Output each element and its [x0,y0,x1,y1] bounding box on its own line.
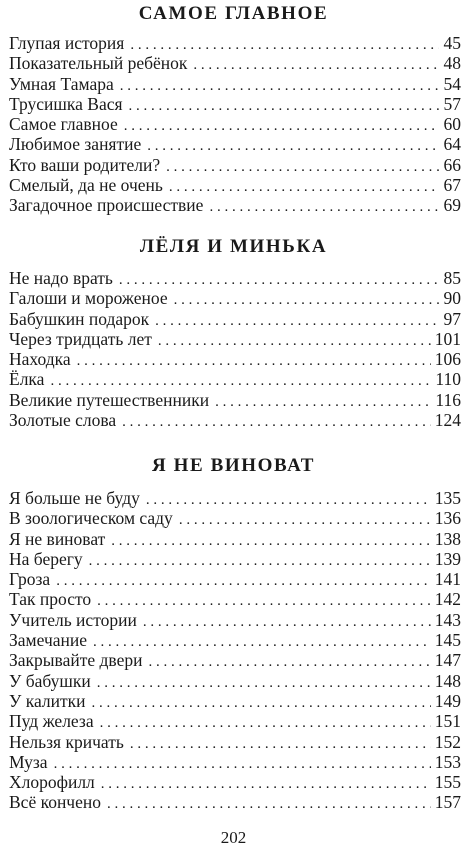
dot-leader [56,571,431,591]
toc-entry-title: Галоши и мороженое [9,288,168,309]
toc-entry-page: 149 [434,690,461,711]
toc-entry [9,752,461,772]
dot-leader [92,693,431,713]
toc-entry-page: 148 [434,670,461,691]
toc-entry [9,53,461,73]
toc-entry [9,732,461,752]
toc-entry-title: Великие путешественники [9,389,210,410]
toc-entry-title: Не надо врать [9,268,113,288]
toc-entry-title: Бабушкин подарок [9,308,150,329]
toc-entry-page: 54 [443,73,461,94]
toc-entry-title: Я не виноват [9,528,106,549]
dot-leader [100,713,431,733]
dot-leader [155,311,439,331]
toc-entry-title: Загадочное происшествие [9,195,204,216]
toc-entry-page: 136 [434,508,461,529]
toc-entry-title: Смелый, да не очень [9,175,163,196]
toc-entry-title: Я больше не буду [9,488,140,508]
dot-leader [169,177,439,197]
toc-entry-title: Ёлка [9,369,45,390]
toc-entry [9,74,461,94]
toc-entry-page: 106 [434,349,461,370]
toc-entry [9,488,461,508]
toc-entry-page: 48 [443,53,461,74]
toc-entry-page: 66 [443,154,461,175]
toc-entry-page: 145 [434,630,461,651]
toc-entry-page: 45 [443,33,461,53]
dot-leader [143,612,431,632]
dot-leader [179,510,431,530]
toc-entry [9,610,461,630]
toc-entry [9,33,461,53]
toc-entry [9,268,461,288]
toc-entry-title: Нельзя кричать [9,731,124,752]
dot-leader [77,351,431,371]
toc-entry [9,175,461,195]
toc-entry [9,369,461,389]
toc-entry [9,549,461,569]
dot-leader [215,392,431,412]
dot-leader [148,652,430,672]
dot-leader [111,531,430,551]
toc-entry-title: Закрывайте двери [9,650,143,671]
toc-entry-title: На берегу [9,548,83,569]
dot-leader [158,331,431,351]
dot-leader [124,116,439,136]
toc-entry-page: 60 [443,114,461,135]
toc-entry-page: 110 [435,369,461,390]
toc-entry-page: 147 [434,650,461,671]
toc-entry [9,691,461,711]
toc-list-samoe-glavnoe [9,33,461,216]
toc-entry-page: 157 [434,792,461,813]
toc-entry [9,671,461,691]
dot-leader [107,794,431,814]
toc-entry-page: 151 [434,711,461,732]
toc-entry-page: 90 [443,288,461,309]
toc-entry [9,508,461,528]
dot-leader [193,55,439,75]
toc-entry-page: 101 [434,328,461,349]
toc-entry-page: 97 [443,308,461,329]
toc-entry-title: Самое главное [9,114,118,135]
toc-entry [9,390,461,410]
dot-leader [174,290,439,310]
dot-leader [50,371,431,391]
dot-leader [146,490,431,510]
toc-entry [9,94,461,114]
toc-entry-page: 69 [443,195,461,216]
toc-entry-title: Любимое занятие [9,134,142,155]
toc-entry [9,650,461,670]
toc-entry [9,195,461,215]
toc-entry-title: Трусишка Вася [9,93,123,114]
toc-list-ya-ne-vinovat [9,488,461,813]
toc-entry-title: Всё кончено [9,792,101,813]
toc-entry-page: 139 [434,548,461,569]
toc-entry [9,410,461,430]
toc-entry [9,309,461,329]
toc-entry [9,155,461,175]
toc-entry [9,589,461,609]
dot-leader [54,754,431,774]
toc-entry [9,288,461,308]
toc-list-lelya-i-minka [9,268,461,430]
toc-entry-title: Через тридцать лет [9,328,152,349]
dot-leader [119,270,439,290]
dot-leader [122,412,431,432]
section-title-ya-ne-vinovat: Я НЕ ВИНОВАТ [151,455,316,476]
toc-entry-title: У бабушки [9,670,91,691]
dot-leader [209,197,439,217]
toc-entry [9,529,461,549]
dot-leader [129,96,439,116]
dot-leader [97,673,431,693]
toc-entry-title: Замечание [9,630,88,651]
section-title-samoe-glavnoe: САМОЕ ГЛАВНОЕ [138,3,329,24]
toc-entry [9,772,461,792]
toc-entry-title: У калитки [9,690,86,711]
toc-entry-page: 138 [434,528,461,549]
toc-entry-page: 64 [443,134,461,155]
section-title-lelya-i-minka: ЛЁЛЯ И МИНЬКА [139,236,328,257]
toc-entry-title: Показательный ребёнок [9,53,188,74]
dot-leader [89,551,431,571]
dot-leader [147,136,439,156]
toc-entry-page: 116 [435,389,461,410]
toc-entry [9,349,461,369]
toc-entry-page: 152 [434,731,461,752]
dot-leader [101,774,431,794]
toc-entry [9,792,461,812]
toc-entry [9,114,461,134]
toc-entry-title: Так просто [9,589,92,610]
toc-entry-page: 85 [443,268,461,288]
toc-entry [9,569,461,589]
toc-entry [9,711,461,731]
dot-leader [93,632,431,652]
dot-leader [97,591,431,611]
toc-entry-title: Хлорофилл [9,772,95,793]
toc-entry-page: 153 [434,751,461,772]
dot-leader [130,35,439,55]
toc-entry-title: Муза [9,751,48,772]
dot-leader [130,734,431,754]
toc-entry-title: Золотые слова [9,410,117,431]
toc-entry-title: Умная Тамара [9,73,114,94]
toc-entry-page: 135 [434,488,461,508]
toc-entry-title: Кто ваши родители? [9,154,161,175]
toc-entry-page: 142 [434,589,461,610]
dot-leader [120,76,439,96]
toc-entry-title: Учитель истории [9,609,137,630]
toc-entry-page: 155 [434,772,461,793]
toc-entry-page: 124 [434,410,461,431]
toc-entry-title: Пуд железа [9,711,94,732]
toc-entry [9,134,461,154]
toc-entry-title: Находка [9,349,71,370]
toc-entry-title: Гроза [9,569,51,590]
toc-entry [9,630,461,650]
page-number: 202 [220,828,247,847]
toc-entry-title: В зоологическом саду [9,508,173,529]
toc-entry-page: 143 [434,609,461,630]
toc-entry-page: 67 [443,175,461,196]
dot-leader [166,157,439,177]
toc-entry-page: 57 [443,93,461,114]
toc-entry-title: Глупая история [9,33,125,53]
toc-entry-page: 141 [434,569,461,590]
toc-entry [9,329,461,349]
